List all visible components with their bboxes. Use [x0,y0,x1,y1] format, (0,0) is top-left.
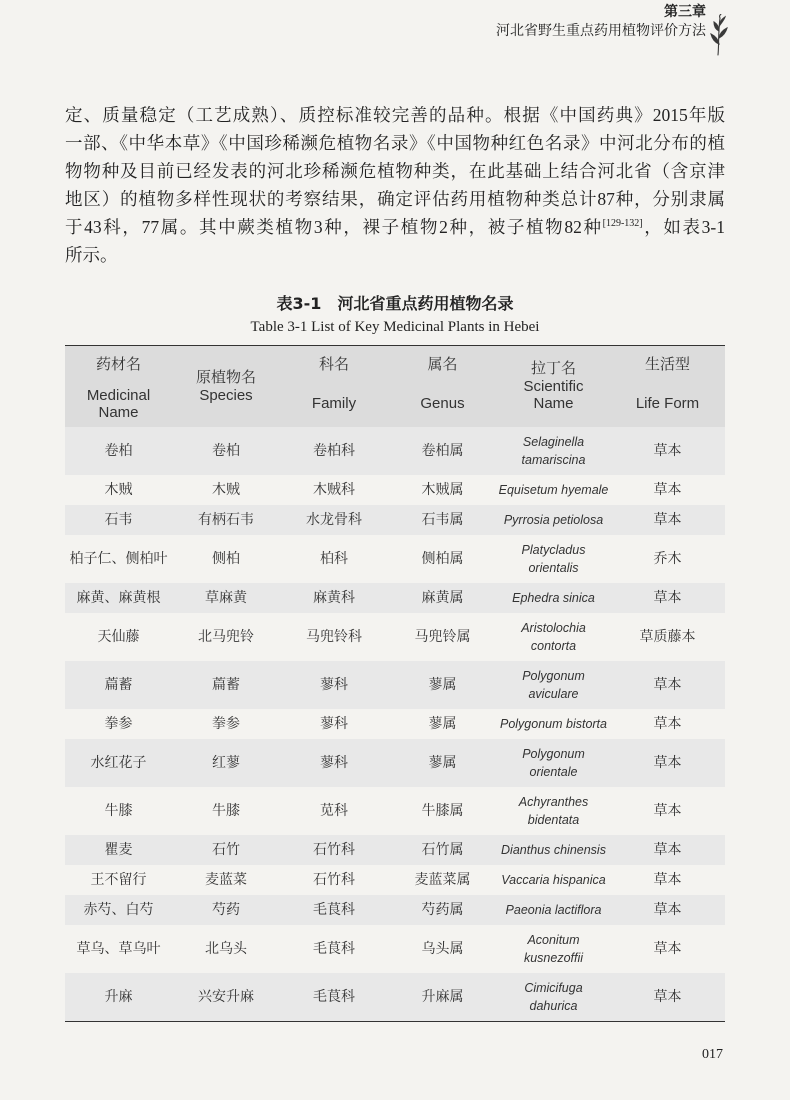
cell-genus: 马兜铃属 [414,629,471,645]
cell-medicinal-name: 升麻 [65,973,172,1022]
cell-life-form: 草本 [653,716,682,732]
cell-life-form: 草本 [653,803,682,819]
table-row [65,661,725,709]
cell-family: 蓼科 [320,716,348,732]
cell-scientific-name: Aconitum kusnezoffii [523,933,584,965]
cell-life-form: 草本 [610,505,725,535]
cell-family: 蓼科 [280,739,388,787]
table-row [65,787,725,835]
cell-genus: 乌头属 [421,941,464,957]
paragraph-text: ，如表3-1 [642,217,726,237]
cell-family: 木贼科 [313,482,355,498]
cell-species: 侧柏 [212,551,240,567]
table-row [65,835,725,865]
paragraph-line: 所示。 [65,245,118,265]
cell-genus: 石韦属 [388,505,497,535]
cell-life-form: 乔木 [653,551,682,567]
cell-family: 石竹科 [313,872,355,888]
paragraph-line: 地区）的植物多样性现状的考察结果，确定评估药用植物种类总计87种，分别隶属 [65,189,725,209]
cell-life-form: 草本 [653,872,682,888]
cell-scientific-name: Selaginella tamariscina [497,427,610,475]
cell-genus: 蓼属 [388,739,497,787]
cell-life-form: 草质藤本 [639,629,696,645]
cell-scientific-name: Cimicifuga dahurica [497,973,610,1022]
col-header-en: Family [311,395,357,412]
cell-family: 毛茛科 [280,895,388,925]
table-row [65,895,725,925]
col-header-life-form [610,346,725,428]
cell-scientific-name: Platycladus orientalis [521,543,586,575]
cell-family: 柏科 [320,551,348,567]
medicinal-plants-table [65,345,725,1022]
cell-species: 有柄石韦 [172,505,280,535]
cell-species: 麦蓝菜 [205,872,247,888]
cell-species: 草麻黄 [172,583,280,613]
cell-life-form: 草本 [610,835,725,865]
cell-scientific-name: Achyranthes bidentata [518,795,589,827]
cell-species: 北乌头 [205,941,247,957]
cell-species: 芍药 [172,895,280,925]
cell-medicinal-name: 王不留行 [90,872,147,888]
plant-sprig-icon [708,14,730,56]
cell-medicinal-name: 卷柏 [65,427,172,475]
cell-family: 麻黄科 [280,583,388,613]
cell-species: 牛膝 [212,803,240,819]
cell-genus: 卷柏属 [388,427,497,475]
table-row [65,739,725,787]
body-paragraph [65,101,725,269]
table-row [65,427,725,475]
cell-species: 拳参 [212,716,240,732]
col-header-zh: 拉丁名 [530,360,576,378]
table-row [65,925,725,973]
cell-family: 毛茛科 [313,941,355,957]
cell-scientific-name: Polygonum orientale [497,739,610,787]
cell-genus: 升麻属 [388,973,497,1022]
cell-life-form: 草本 [610,973,725,1022]
cell-species: 萹蓄 [172,661,280,709]
chapter-title: 河北省野生重点药用植物评价方法 [496,23,706,39]
table-row [65,973,725,1022]
cell-life-form: 草本 [610,661,725,709]
col-header-zh: 原植物名 [195,369,256,386]
cell-scientific-name: Polygonum aviculare [497,661,610,709]
table-row [65,709,725,739]
cell-genus: 蓼属 [388,661,497,709]
cell-species: 兴安升麻 [172,973,280,1022]
col-header-zh: 药材名 [95,355,141,373]
cell-family: 苋科 [320,803,348,819]
cell-medicinal-name: 萹蓄 [65,661,172,709]
cell-life-form: 草本 [653,482,682,498]
paragraph-text: 于43科，77属。其中蕨类植物3种，裸子植物2种，被子植物82种 [65,217,603,237]
table-row [65,535,725,583]
cell-life-form: 草本 [610,739,725,787]
cell-scientific-name: Polygonum bistorta [499,717,607,731]
paragraph-line: 一部、《中华本草》《中国珍稀濒危植物名录》《中国物种红色名录》中河北分布的植 [65,133,725,153]
cell-life-form: 草本 [610,895,725,925]
cell-medicinal-name: 柏子仁、侧柏叶 [69,551,168,567]
col-header-zh: 属名 [427,355,458,373]
col-header-en: Medicinal Name [86,386,151,421]
cell-genus: 蓼属 [428,716,457,732]
col-header-scientific-name [497,346,610,428]
cell-medicinal-name: 拳参 [104,716,133,732]
col-header-family [280,346,388,428]
cell-scientific-name: Equisetum hyemale [498,483,609,497]
cell-family: 水龙骨科 [280,505,388,535]
cell-scientific-name: Paeonia lactiflora [497,895,610,925]
cell-life-form: 草本 [610,427,725,475]
table-caption-zh: 表3-1 河北省重点药用植物名录 [276,294,514,313]
chapter-label: 第三章 [664,4,706,20]
cell-medicinal-name: 牛膝 [104,803,133,819]
cell-family: 蓼科 [280,661,388,709]
table-row [65,475,725,505]
cell-species: 石竹 [172,835,280,865]
cell-medicinal-name: 石韦 [65,505,172,535]
table-header-row [65,346,725,428]
cell-family: 卷柏科 [280,427,388,475]
cell-genus: 麻黄属 [388,583,497,613]
cell-scientific-name: Ephedra sinica [497,583,610,613]
cell-genus: 侧柏属 [421,551,464,567]
col-header-medicinal-name [65,346,172,428]
cell-scientific-name: Aristolochia contorta [521,621,586,653]
cell-medicinal-name: 麻黄、麻黄根 [65,583,172,613]
cell-family: 马兜铃科 [306,629,362,645]
table-row [65,583,725,613]
cell-life-form: 草本 [610,583,725,613]
table-row [65,505,725,535]
running-head [496,3,706,41]
col-header-genus [388,346,497,428]
cell-medicinal-name: 赤芍、白芍 [65,895,172,925]
table-row [65,865,725,895]
col-header-en: Life Form [635,395,700,412]
cell-genus: 牛膝属 [421,803,464,819]
paragraph-line: 物物种及目前已经发表的河北珍稀濒危植物种类，在此基础上结合河北省（含京津 [65,161,725,181]
col-header-en: Species [199,386,253,404]
cell-species: 红蓼 [172,739,280,787]
cell-scientific-name: Dianthus chinensis [497,835,610,865]
cell-genus: 木贼属 [421,482,464,498]
cell-species: 卷柏 [172,427,280,475]
cell-family: 毛茛科 [280,973,388,1022]
cell-genus: 石竹属 [388,835,497,865]
col-header-zh: 生活型 [644,355,690,373]
paragraph-line: 定、质量稳定（工艺成熟）、质控标准较完善的品种。根据《中国药典》2015年版 [65,105,725,125]
cell-medicinal-name: 天仙藤 [97,629,140,645]
cell-genus: 芍药属 [388,895,497,925]
cell-medicinal-name: 瞿麦 [65,835,172,865]
col-header-zh: 科名 [318,355,349,373]
citation-superscript: [129-132] [602,218,643,229]
col-header-en: Genus [420,395,465,412]
col-header-species [172,346,280,428]
table-row [65,613,725,661]
paragraph-line [65,213,725,241]
cell-scientific-name: Pyrrosia petiolosa [497,505,610,535]
cell-medicinal-name: 木贼 [104,482,133,498]
cell-scientific-name: Vaccaria hispanica [501,873,606,887]
cell-life-form: 草本 [653,941,682,957]
cell-species: 北马兜铃 [198,629,254,645]
col-header-en: Scientific Name [523,377,584,413]
cell-genus: 麦蓝菜属 [414,872,471,888]
cell-medicinal-name: 水红花子 [65,739,172,787]
cell-medicinal-name: 草乌、草乌叶 [76,941,161,957]
cell-family: 石竹科 [280,835,388,865]
table-caption-en: Table 3-1 List of Key Medicinal Plants in Hebei [250,319,540,335]
table-body [65,427,725,1022]
page-number: 017 [702,1047,723,1062]
cell-species: 木贼 [212,482,240,498]
